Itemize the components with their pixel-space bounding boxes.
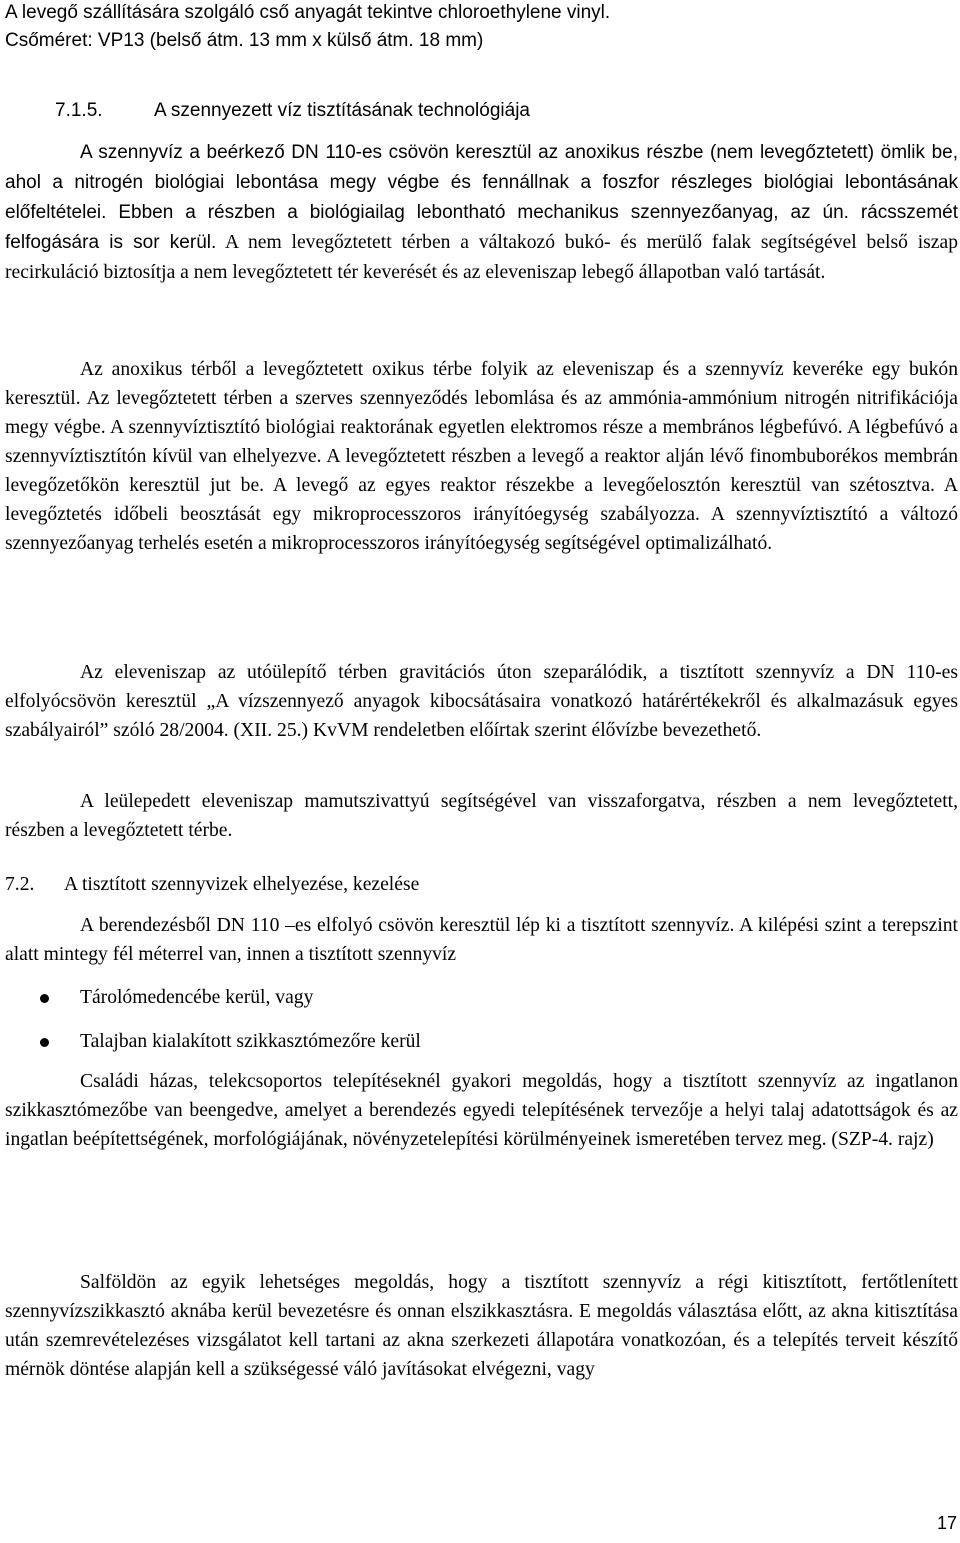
section-751-title: A szennyezett víz tisztításának technológiája xyxy=(154,100,530,121)
section-72-paragraph-2: Családi házas, telekcsoportos telepítéseknél gyakori megoldás, hogy a tisztított szennyvíz az ingatlanon szikkasztómezőbe van beengedve, amelyet a berendezés egyedi telepítésének tervezője a helyi talaj adatottságok és az ingatlan beépítettségének, morfológiájának, növényzetelepítési körülményeinek ismeretében tervez meg. (SZP-4. rajz) xyxy=(5,1071,958,1150)
intro-line-2: Csőméret: VP13 (belső átm. 13 mm x külső átm. 18 mm) xyxy=(5,30,484,51)
section-751-paragraph-3: Az eleveniszap az utóülepítő térben gravitációs úton szeparálódik, a tisztított szennyvíz a DN 110-es elfolyócsövön keresztül „A vízszennyező anyagok kibocsátásaira vonatkozó határértékekről és alkalmazásuk egyes szabályairól” szóló 28/2004. (XII. 25.) KvVM rendeletben előírtak szerint élővízbe bevezethető. xyxy=(5,662,958,741)
section-72-paragraph-1: A berendezésből DN 110 –es elfolyó csövön keresztül lép ki a tisztított szennyvíz. A kilépési szint a terepszint alatt mintegy fél méterrel van, innen a tisztított szennyvíz xyxy=(5,915,958,965)
section-751-number: 7.1.5. xyxy=(55,100,103,121)
section-72-title: A tisztított szennyvizek elhelyezése, kezelése xyxy=(64,874,420,895)
intro-line-1: A levegő szállítására szolgáló cső anyagát tekintve chloroethylene vinyl. xyxy=(5,2,611,23)
bullet-dot-icon xyxy=(40,994,49,1003)
list-item-text: Tárolómedencébe kerül, vagy xyxy=(80,987,314,1008)
page-number: 17 xyxy=(936,1513,957,1533)
list-item-text: Talajban kialakított szikkasztómezőre kerül xyxy=(80,1031,421,1052)
bullet-dot-icon xyxy=(40,1038,49,1047)
section-751-paragraph-2: Az anoxikus térből a levegőztetett oxikus térbe folyik az eleveniszap és a szennyvíz keveréke egy bukón keresztül. Az levegőztetett térben a szerves szennyeződés lebomlása és az ammónia-ammónium nitrogén nitrifikációja megy végbe. A szennyvíztisztító biológiai reaktorának egyetlen elektromos része a membrános légbefúvó. A légbefúvó a szennyvíztisztítón kívül van elhelyezve. A levegőztetett részben a levegő a reaktor alján lévő finombuborékos membrán levegőzetőkön keresztül jut be. A levegő az egyes reaktor részekbe a levegőelosztón keresztül van szétosztva. A levegőztetés időbeli beosztását egy mikroprocesszoros irányítóegység szabályozza. A szennyvíztisztító a változó szennyezőanyag terhelés esetén a mikroprocesszoros irányítóegység segítségével optimalizálható. xyxy=(5,359,958,554)
section-751-paragraph-4: A leülepedett eleveniszap mamutszivattyú segítségével van visszaforgatva, részben a nem levegőztetett, részben a levegőztetett térbe. xyxy=(5,791,958,841)
section-751-paragraph-1 xyxy=(5,138,958,288)
paragraph-1-serif-part: A nem levegőztetett térben a váltakozó bukó- és merülő falak segítségével belső iszap recirkuláció biztosítja a nem levegőztetett tér keverését és az eleveniszap lebegő állapotban való tartását. xyxy=(5,232,959,283)
paragraph-1-sans-part: A szennyvíz a beérkező DN 110-es csövön keresztül az anoxikus részbe (nem levegőztetett) ömlik be, ahol a nitrogén biológiai lebontása megy végbe és fennállnak a foszfor részleges biológiai lebontásának előfeltételei. Ebben a részben a biológiailag lebontható mechanikus szennyezőanyag, az ún. rácsszemét felfogására is sor kerül. xyxy=(5,142,958,253)
section-72-paragraph-3: Salföldön az egyik lehetséges megoldás, hogy a tisztított szennyvíz a régi kitisztított, fertőtlenített szennyvízszikkasztó aknába kerül bevezetésre és onnan elszikkasztásra. E megoldás választása előtt, az akna kitisztítása után szemrevételezéses vizsgálatot kell tartani az akna szerkezeti állapotára vonatkozóan, és a telepítés terveit készítő mérnök döntése alapján kell a szükségessé váló javításokat elvégezni, vagy xyxy=(5,1272,958,1380)
section-72-number: 7.2. xyxy=(5,874,35,895)
